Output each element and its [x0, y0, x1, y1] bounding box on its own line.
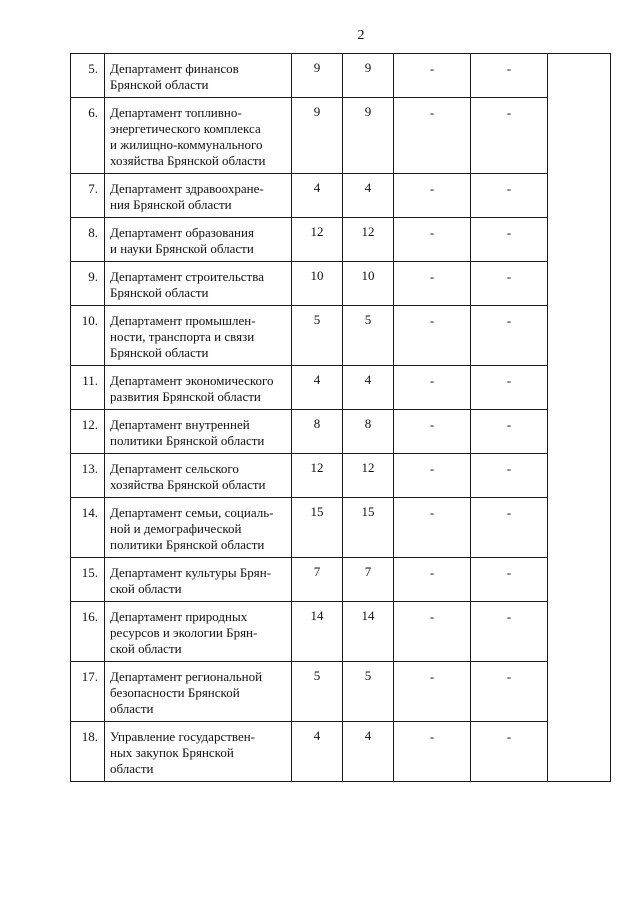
department-name-cell: Управление государствен- ных закупок Брянской области	[105, 722, 292, 782]
row-number-cell: 11.	[71, 366, 105, 410]
dash-cell-col5: -	[394, 306, 471, 366]
dash-cell-col6: -	[471, 306, 548, 366]
dash-cell-col5: -	[394, 498, 471, 558]
row-number-cell: 13.	[71, 454, 105, 498]
department-name-cell: Департамент строительства Брянской области	[105, 262, 292, 306]
page-number: 2	[357, 28, 365, 43]
dash-cell-col6: -	[471, 54, 548, 98]
dash-cell-col6: -	[471, 262, 548, 306]
dash-cell-col5: -	[394, 54, 471, 98]
dash-cell-col6: -	[471, 174, 548, 218]
row-number-cell: 18.	[71, 722, 105, 782]
value-cell-col3: 14	[292, 602, 343, 662]
value-cell-col4: 15	[343, 498, 394, 558]
row-number-cell: 9.	[71, 262, 105, 306]
row-number-cell: 5.	[71, 54, 105, 98]
row-number-cell: 7.	[71, 174, 105, 218]
value-cell-col3: 9	[292, 54, 343, 98]
dash-cell-col6: -	[471, 602, 548, 662]
departments-table-body	[71, 54, 611, 782]
value-cell-col4: 9	[343, 54, 394, 98]
department-name-cell: Департамент региональной безопасности Брянской области	[105, 662, 292, 722]
department-name-cell: Департамент культуры Брян- ской области	[105, 558, 292, 602]
department-name-cell: Департамент экономического развития Брянской области	[105, 366, 292, 410]
table-row	[71, 410, 611, 454]
value-cell-col3: 10	[292, 262, 343, 306]
value-cell-col3: 9	[292, 98, 343, 174]
dash-cell-col5: -	[394, 722, 471, 782]
table-row	[71, 218, 611, 262]
table-row	[71, 366, 611, 410]
value-cell-col4: 12	[343, 454, 394, 498]
value-cell-col3: 12	[292, 218, 343, 262]
dash-cell-col5: -	[394, 98, 471, 174]
dash-cell-col6: -	[471, 558, 548, 602]
departments-table	[70, 53, 611, 782]
department-name-cell: Департамент промышлен- ности, транспорта и связи Брянской области	[105, 306, 292, 366]
table-row	[71, 722, 611, 782]
dash-cell-col6: -	[471, 410, 548, 454]
value-cell-col4: 5	[343, 306, 394, 366]
dash-cell-col6: -	[471, 218, 548, 262]
department-name-cell: Департамент внутренней политики Брянской области	[105, 410, 292, 454]
value-cell-col4: 4	[343, 174, 394, 218]
row-number-cell: 10.	[71, 306, 105, 366]
value-cell-col3: 7	[292, 558, 343, 602]
row-number-cell: 14.	[71, 498, 105, 558]
row-number-cell: 16.	[71, 602, 105, 662]
department-name-cell: Департамент семьи, социаль- ной и демографической политики Брянской области	[105, 498, 292, 558]
department-name-cell: Департамент финансов Брянской области	[105, 54, 292, 98]
dash-cell-col5: -	[394, 366, 471, 410]
table-row	[71, 98, 611, 174]
value-cell-col4: 8	[343, 410, 394, 454]
table-row	[71, 174, 611, 218]
value-cell-col3: 4	[292, 174, 343, 218]
department-name-cell: Департамент здравоохране- ния Брянской области	[105, 174, 292, 218]
dash-cell-col5: -	[394, 454, 471, 498]
department-name-cell: Департамент природных ресурсов и экологии Брян- ской области	[105, 602, 292, 662]
dash-cell-col6: -	[471, 454, 548, 498]
table-row	[71, 498, 611, 558]
dash-cell-col5: -	[394, 410, 471, 454]
department-name-cell: Департамент топливно- энергетического комплекса и жилищно-коммунального хозяйства Брянской области	[105, 98, 292, 174]
department-name-cell: Департамент образования и науки Брянской области	[105, 218, 292, 262]
dash-cell-col5: -	[394, 558, 471, 602]
value-cell-col3: 12	[292, 454, 343, 498]
blank-column-cell	[548, 54, 611, 782]
row-number-cell: 8.	[71, 218, 105, 262]
value-cell-col3: 4	[292, 366, 343, 410]
dash-cell-col5: -	[394, 602, 471, 662]
dash-cell-col5: -	[394, 662, 471, 722]
dash-cell-col6: -	[471, 498, 548, 558]
dash-cell-col6: -	[471, 722, 548, 782]
value-cell-col4: 10	[343, 262, 394, 306]
value-cell-col4: 4	[343, 722, 394, 782]
value-cell-col4: 7	[343, 558, 394, 602]
value-cell-col4: 5	[343, 662, 394, 722]
department-name-cell: Департамент сельского хозяйства Брянской области	[105, 454, 292, 498]
table-row	[71, 306, 611, 366]
dash-cell-col5: -	[394, 218, 471, 262]
value-cell-col3: 5	[292, 662, 343, 722]
table-row	[71, 558, 611, 602]
value-cell-col4: 4	[343, 366, 394, 410]
dash-cell-col6: -	[471, 662, 548, 722]
row-number-cell: 15.	[71, 558, 105, 602]
row-number-cell: 6.	[71, 98, 105, 174]
row-number-cell: 12.	[71, 410, 105, 454]
value-cell-col4: 9	[343, 98, 394, 174]
value-cell-col3: 5	[292, 306, 343, 366]
table-row	[71, 54, 611, 98]
table-row	[71, 262, 611, 306]
value-cell-col3: 15	[292, 498, 343, 558]
table-row	[71, 662, 611, 722]
row-number-cell: 17.	[71, 662, 105, 722]
table-row	[71, 454, 611, 498]
dash-cell-col5: -	[394, 174, 471, 218]
value-cell-col4: 14	[343, 602, 394, 662]
dash-cell-col5: -	[394, 262, 471, 306]
dash-cell-col6: -	[471, 366, 548, 410]
value-cell-col3: 4	[292, 722, 343, 782]
value-cell-col4: 12	[343, 218, 394, 262]
value-cell-col3: 8	[292, 410, 343, 454]
dash-cell-col6: -	[471, 98, 548, 174]
table-row	[71, 602, 611, 662]
